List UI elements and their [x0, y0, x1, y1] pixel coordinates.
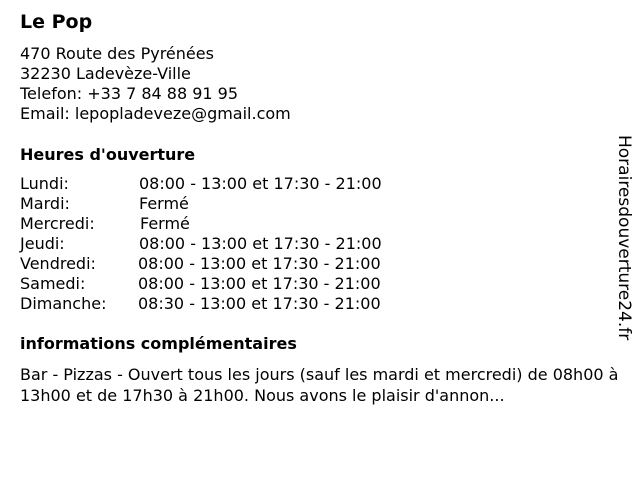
- phone-number: Telefon: +33 7 84 88 91 95: [20, 84, 239, 103]
- hours-time: 08:00 - 13:00 et 17:30 - 21:00: [139, 234, 382, 253]
- additional-info-heading: informations complémentaires: [20, 334, 297, 353]
- hours-time: 08:30 - 13:00 et 17:30 - 21:00: [138, 294, 381, 313]
- site-watermark: Horairesdouverture24.fr: [614, 135, 634, 341]
- hours-day: Lundi:: [20, 174, 69, 193]
- business-name: Le Pop: [20, 11, 93, 33]
- opening-hours-heading: Heures d'ouverture: [20, 145, 196, 164]
- address-street: 470 Route des Pyrénées: [20, 44, 214, 63]
- hours-day: Jeudi:: [20, 234, 65, 253]
- additional-info-text: Bar - Pizzas - Ouvert tous les jours (sauf les mardi et mercredi) de 08h00 à 13h00 et de 17h30 à 21h00. Nous avons le plaisir d'annon...: [20, 365, 619, 405]
- hours-day: Mardi:: [20, 194, 70, 213]
- email-address: Email: lepopladeveze@gmail.com: [20, 104, 291, 123]
- hours-time: 08:00 - 13:00 et 17:30 - 21:00: [138, 274, 381, 293]
- hours-day: Mercredi:: [20, 214, 95, 233]
- hours-time: 08:00 - 13:00 et 17:30 - 21:00: [139, 174, 382, 193]
- business-contact: [20, 44, 291, 124]
- hours-time: Fermé: [139, 194, 189, 213]
- hours-time: 08:00 - 13:00 et 17:30 - 21:00: [138, 254, 381, 273]
- hours-day: Dimanche:: [20, 294, 107, 313]
- hours-day: Samedi:: [20, 274, 86, 293]
- hours-time: Fermé: [140, 214, 190, 233]
- hours-day: Vendredi:: [20, 254, 96, 273]
- address-city: 32230 Ladevèze-Ville: [20, 64, 191, 83]
